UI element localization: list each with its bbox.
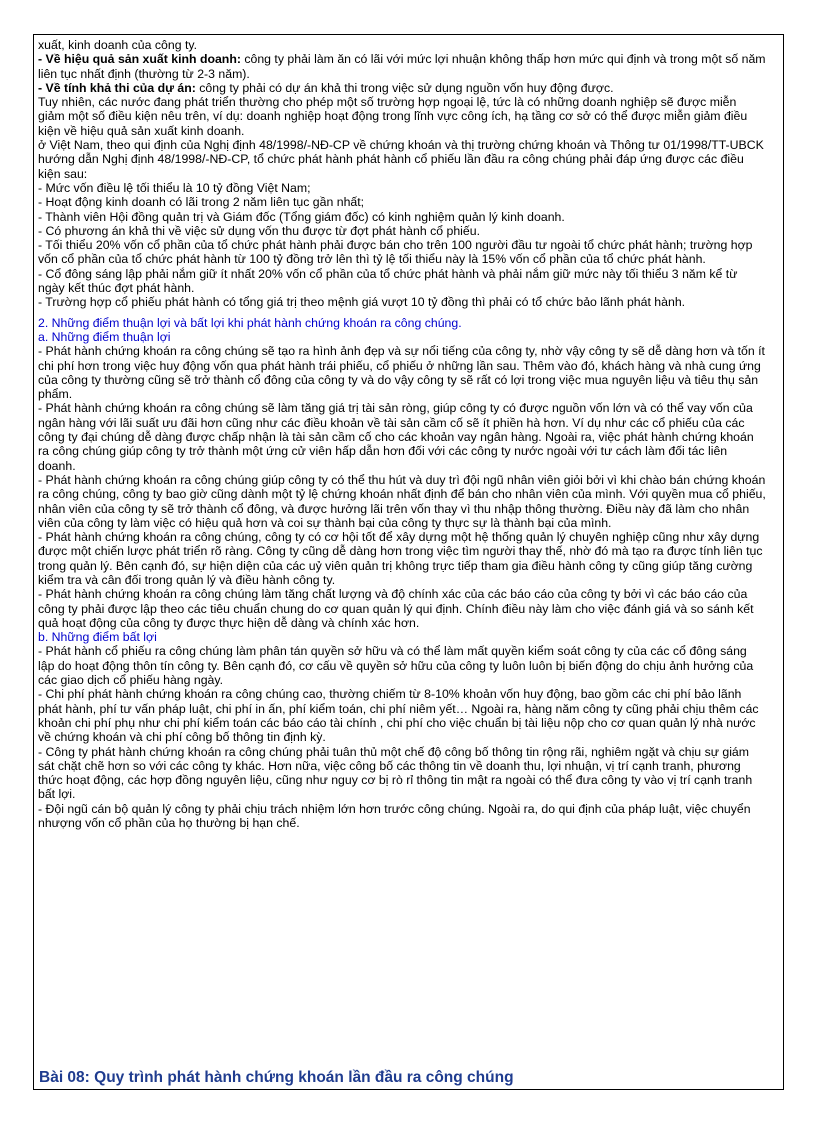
disadvantage-item: - Phát hành cổ phiếu ra công chúng làm phân tán quyền sở hữu và có thể làm mất quyền kiểm soát công ty của các cổ đông sáng lập do hoạt động thôn tín công ty. Bên cạnh đó, cơ cấu về quyền sở hữu của công ty luôn luôn bị biến động do chịu ảnh hưởng của các giao dịch cổ phiếu hàng ngày. — [38, 644, 754, 688]
condition-item: - Cổ đông sáng lập phải nắm giữ ít nhất 20% vốn cổ phần của tổ chức phát hành và phải nắm giữ mức này tối thiểu 3 năm kể từ ngày kết thúc đợt phát hành. — [38, 266, 738, 296]
exceptions-paragraph: Tuy nhiên, các nước đang phát triển thường cho phép một số trường hợp ngoại lệ, tức là có những doanh nghiệp sẽ được miễn giảm một số điều kiện nêu trên, ví dụ: doanh nghiệp hoạt động trong lĩnh vực công ích, hạ tầng cơ sở có thể được miễn giảm điều kiện về hiệu quả sản xuất kinh doanh. — [38, 95, 748, 138]
disadvantage-item: - Chi phí phát hành chứng khoán ra công chúng cao, thường chiếm từ 8-10% khoản vốn huy động, bao gồm các chi phí bảo lãnh phát hành, phí tư vấn pháp luật, chi phí in ấn, phí kiểm toán, chi phí niêm yết… Ngoài ra, hàng năm công ty cũng phải chịu thêm các khoản chi phí phụ như chi phí kiểm toán các báo cáo tài chính , chi phí cho việc chuẩn bị tài liệu nộp cho cơ quan quản lý nhà nước về chứng khoán và chi phí công bố thông tin định kỳ. — [38, 687, 759, 745]
condition-item: - Hoạt động kinh doanh có lãi trong 2 năm liên tục gần nhất; — [38, 195, 365, 210]
vietnam-paragraph: ở Việt Nam, theo qui định của Nghị định 48/1998/-NĐ-CP về chứng khoán và thị trường chứng khoán và Thông tư 01/1998/TT-UBCK hướng dẫn Nghị định 48/1998/-NĐ-CP, tổ chức phát hành phát hành cổ phiếu lần đầu ra công chúng phải đáp ứng được các điều kiện sau: — [38, 138, 764, 181]
advantage-item: - Phát hành chứng khoán ra công chúng làm tăng chất lượng và độ chính xác của các báo cáo của công ty bởi vì các báo cáo của công ty phải được lập theo các tiêu chuẩn chung do cơ quan quản lý qui định. Chính điều này làm cho việc đánh giá và so sánh kết quả hoạt động của công ty được thực hiện dễ dàng và chính xác hơn. — [38, 587, 754, 630]
efficiency-paragraph — [38, 52, 766, 81]
feasibility-paragraph — [38, 81, 766, 95]
document-body — [38, 38, 766, 830]
footer-lesson-title: Bài 08: Quy trình phát hành chứng khoán lần đầu ra công chúng — [39, 1069, 514, 1086]
disadvantage-item: - Công ty phát hành chứng khoán ra công chúng phải tuân thủ một chế độ công bố thông tin rộng rãi, nghiêm ngặt và chịu sự giám sát chặt chẽ hơn so với các công ty khác. Hơn nữa, việc công bố các thông tin về doanh thu, lợi nhuận, vị trí cạnh tranh, phương thức hoạt động, các hợp đồng nguyên liệu, cũng như nguy cơ bị rò rỉ thông tin mật ra ngoài có thể đưa công ty vào vị trí cạnh tranh bất lợi. — [38, 744, 753, 802]
disadvantages-heading: b. Những điểm bất lợi — [38, 630, 157, 645]
feasibility-label: - Về tính khả thi của dự án: — [38, 80, 196, 95]
advantage-item: - Phát hành chứng khoán ra công chúng giúp công ty có thể thu hút và duy trì đội ngũ nhân viên giỏi bởi vì khi chào bán chứng khoán ra công chúng, công ty bao giờ cũng dành một tỷ lệ chứng khoán nhất định để bán cho nhân viên của mình. Với quyền mua cổ phiếu, nhân viên của công ty sẽ trở thành cổ đông, và được hưởng lãi trên vốn thay vì thu nhập thông thường. Điều này đã làm cho nhân viên của công ty làm việc có hiệu quả hơn và coi sự thành bại của công ty thực sự là thành bại của mình. — [38, 472, 766, 530]
advantage-item: - Phát hành chứng khoán ra công chúng sẽ làm tăng giá trị tài sản ròng, giúp công ty có được nguồn vốn lớn và có thể vay vốn của ngân hàng với lãi suất ưu đãi hơn cũng như các điều khoản về tài sản cầm cố sẽ ít phiền hà hơn. Ví dụ như các cổ phiếu của các công ty đại chúng dễ dàng được chấp nhận là tài sản cầm cố cho các khoản vay ngân hàng. Ngoài ra, việc phát hành chứng khoán ra công chúng giúp công ty trở thành một ứng cử viên hấp dẫn hơn đối với các công ty nước ngoài với tư cách làm đối tác liên doanh. — [38, 401, 754, 473]
section2-heading: 2. Những điểm thuận lợi và bất lợi khi phát hành chứng khoán ra công chúng. — [38, 315, 462, 330]
efficiency-text: công ty phải làm ăn có lãi với mức lợi nhuận không thấp hơn mức qui định và trong một số năm liên tục nhất định (thường từ 2-3 năm). — [38, 52, 766, 81]
condition-item: - Mức vốn điều lệ tối thiểu là 10 tỷ đồng Việt Nam; — [38, 180, 311, 195]
advantages-heading: a. Những điểm thuận lợi — [38, 329, 171, 344]
intro-tail: xuất, kinh doanh của công ty. — [38, 38, 198, 52]
disadvantage-item: - Đội ngũ cán bộ quản lý công ty phải chịu trách nhiệm lớn hơn trước công chúng. Ngoài ra, do qui định của pháp luật, việc chuyển nhượng vốn cổ phần của họ thường bị hạn chế. — [38, 801, 751, 831]
advantage-item: - Phát hành chứng khoán ra công chúng, công ty có cơ hội tốt để xây dựng một hệ thống quản lý chuyên nghiệp cũng như xây dựng được một chiến lược phát triển rõ ràng. Công ty cũng dễ dàng hơn trong việc tìm người thay thế, nhờ đó mà tạo ra được tính liên tục trong quản lý. Bên cạnh đó, sự hiện diện của các uỷ viên quản trị không trực tiếp tham gia điều hành công ty cũng giúp tăng cường kiểm tra và cân đối trong quản lý và điều hành công ty. — [38, 530, 763, 587]
condition-item: - Tối thiểu 20% vốn cổ phần của tổ chức phát hành phải được bán cho trên 100 người đầu tư ngoài tổ chức phát hành; trường hợp vốn cổ phần của tổ chức phát hành từ 100 tỷ đồng trở lên thì tỷ lệ tối thiểu này là 15% vốn cổ phần của tổ chức phát hành. — [38, 238, 753, 267]
feasibility-text: công ty phải có dự án khả thi trong việc sử dụng nguồn vốn huy động được. — [195, 80, 614, 95]
condition-item: - Trường hợp cổ phiếu phát hành có tổng giá trị theo mệnh giá vượt 10 tỷ đồng thì phải có tổ chức bảo lãnh phát hành. — [38, 295, 686, 310]
advantage-item: - Phát hành chứng khoán ra công chúng sẽ tạo ra hình ảnh đẹp và sự nổi tiếng của công ty, nhờ vậy công ty sẽ dễ dàng hơn và tốn ít chi phí hơn trong việc huy động vốn qua phát hành trái phiếu, cổ phiếu ở những lần sau. Thêm vào đó, khách hàng và nhà cung ứng của công ty thường cũng sẽ trở thành cổ đông của công ty và do vậy công ty sẽ rất có lợi trong việc mua nguyên liệu và tiêu thụ sản phẩm. — [38, 344, 765, 402]
condition-item: - Thành viên Hội đồng quản trị và Giám đốc (Tổng giám đốc) có kinh nghiệm quản lý kinh doanh. — [38, 209, 565, 224]
condition-item: - Có phương án khả thi về việc sử dụng vốn thu được từ đợt phát hành cổ phiếu. — [38, 223, 480, 238]
efficiency-label: - Về hiệu quả sản xuất kinh doanh: — [38, 52, 241, 67]
